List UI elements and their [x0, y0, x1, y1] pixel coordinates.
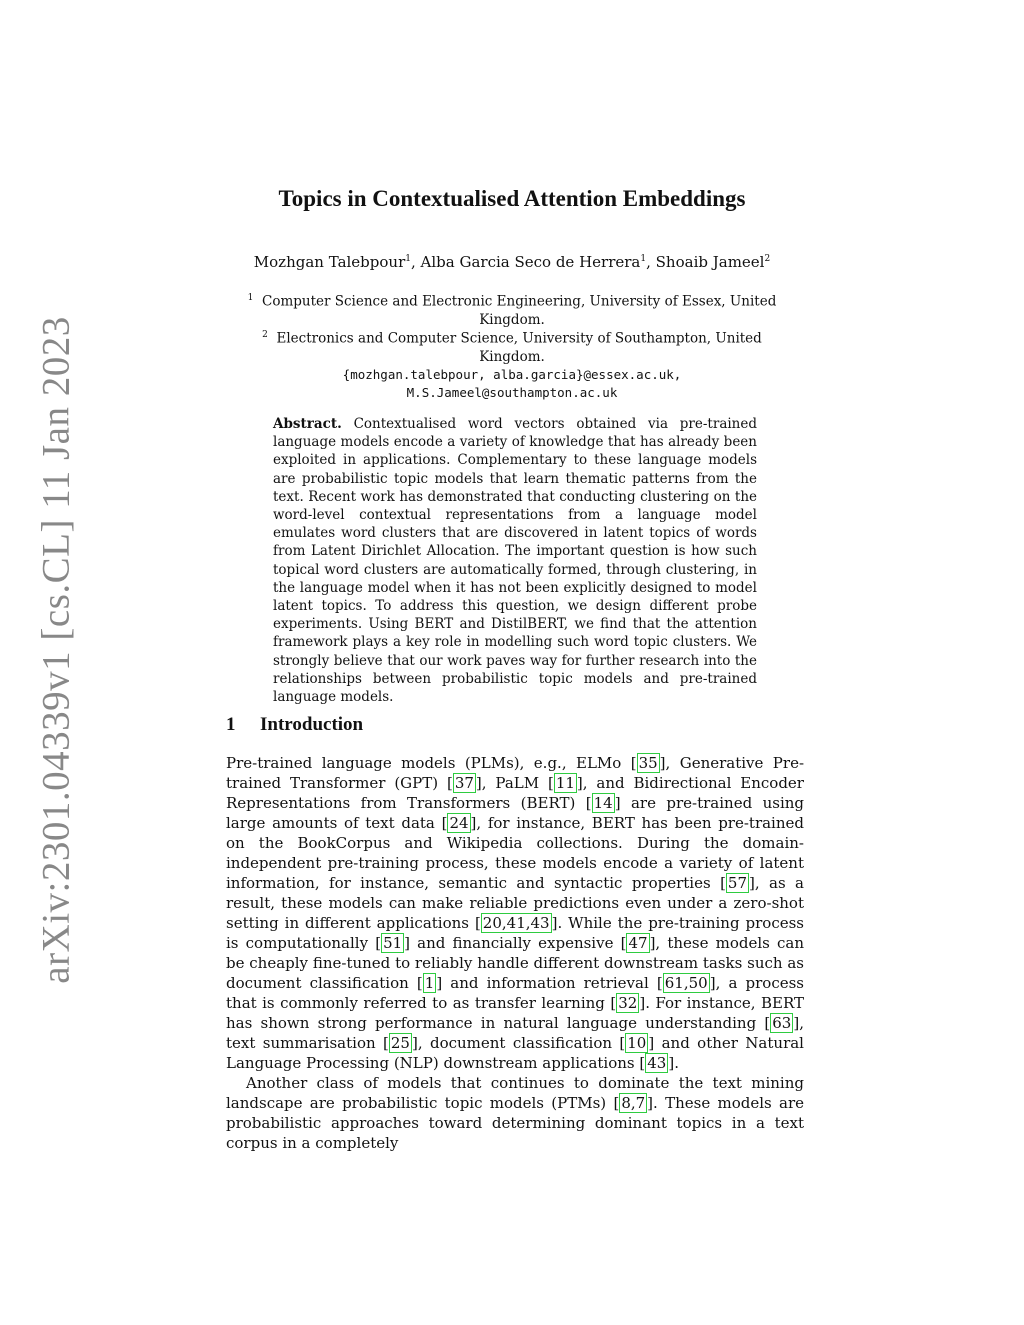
affiliation-mark: 2	[262, 330, 268, 340]
citation-link[interactable]: 11	[555, 774, 575, 792]
paragraph-text: and financially expensive	[410, 934, 621, 952]
citation-link[interactable]: 25	[390, 1034, 410, 1052]
paragraph-text: , text summarisation	[226, 1014, 804, 1052]
paragraph-text: Another class of models that continues to dominate the text mining landscape are probabilistic topic models (PTMs)	[226, 1074, 804, 1112]
author-name: Alba Garcia Seco de Herrera	[420, 253, 641, 271]
email-line: {mozhgan.talebpour, alba.garcia}@essex.ac.uk,	[342, 366, 682, 382]
paper-title: Topics in Contextualised Attention Embeddings	[278, 186, 746, 211]
paragraph: Another class of models that continues to dominate the text mining landscape are probabilistic topic models (PTMs) [ 8,7 ]. These models are probabilistic approaches toward determining dominant topics in a text corpus in a completely	[226, 1074, 804, 1152]
citation-link[interactable]: 32	[618, 994, 638, 1012]
paragraph-text: , for instance, BERT has been pre-trained on the BookCorpus and Wikipedia collections. During the domain-independent pre-training process, these models encode a variety of latent information, for instance, semantic and syntactic properties	[226, 814, 804, 892]
abstract-text: Contextualised word vectors obtained via pre-trained language models encode a variety of knowledge that has already been exploited in applications. Complementary to these language models are probabilistic topic models that learn thematic patterns from the text. Recent work has demonstrated that conducting clustering on the word-level contextual representations from a language model emulates word clusters that are discovered in latent topics of words from Latent Dirichlet Allocation. The important question is how such topical word clusters are automatically formed, through clustering, in the language model when it has not been explicitly designed to model latent topics. To address this question, we design different probe experiments. Using BERT and DistilBERT, we find that the attention framework plays a key role in modelling such word topic clusters. We strongly believe that our work paves way for further research into the relationships between probabilistic topic models and pre-trained language models.	[273, 416, 758, 706]
citation-link[interactable]: 24	[449, 814, 469, 832]
affiliation-mark: 1	[247, 293, 254, 303]
paragraph-text: , a process that is commonly referred to as transfer learning	[226, 974, 805, 1012]
affiliation-text: Computer Science and Electronic Engineering, University of Essex, United	[261, 293, 777, 310]
paragraph-text: . For instance, BERT has shown strong performance in natural language understanding	[226, 994, 804, 1032]
paragraph-text: , and Bidirectional Encoder Representations from Transformers (BERT)	[226, 774, 804, 812]
citation-link[interactable]: 8,7	[621, 1094, 646, 1112]
author-name: Mozhgan Talebpour	[253, 253, 406, 271]
paragraph-text: Pre-trained language models (PLMs), e.g., ELMo	[226, 754, 631, 772]
author-affiliation-mark: 1	[640, 254, 647, 264]
citation-link[interactable]: 61,50	[664, 974, 708, 992]
section-heading	[226, 714, 363, 736]
author-affiliation-mark: 2	[764, 254, 771, 264]
citation-link[interactable]: 63	[772, 1014, 792, 1032]
paragraph: Pre-trained language models (PLMs), e.g., ELMo [ 35 ], Generative Pre-trained Transformer (GPT) [ 37 ], PaLM [ 11 ], and Bidirectional Encoder Representations from Transformers (BERT) [ 14 ] are pre-trained using large amounts of text data [ 24 ], for instance, BERT has been pre-trained on the BookCorpus and Wikipedia collections. During the domain-independent pre-training process, these models encode a variety of latent information, for instance, semantic and syntactic properties [ 57 ], as a result, these models can make reliable predictions even under a zero-shot setting in different applications [ 20,41,43 ]. While the pre-training process is computationally [ 51 ] and financially expensive [ 47 ], these models can be cheaply fine-tuned to reliably handle different downstream tasks such as document classification [ 1 ] and information retrieval [ 61,50 ], a process that is commonly referred to as transfer learning [ 32 ]. For instance, BERT has shown strong performance in natural language understanding [ 63 ], text summarisation [ 25 ], document classification [ 10 ] and other Natural Language Processing (NLP) downstream applications [ 43 ].	[226, 754, 805, 1072]
paragraph-text: , these models can be cheaply fine-tuned to reliably handle different downstream tasks such as document classification	[226, 934, 804, 992]
author-affiliation-mark: 1	[405, 254, 411, 264]
author-name: Shoaib Jameel	[655, 253, 765, 271]
citation-link[interactable]: 43	[647, 1054, 667, 1072]
citation-link[interactable]: 10	[627, 1034, 647, 1052]
abstract-label: Abstract.	[273, 416, 342, 432]
paragraph-text: .	[674, 1054, 679, 1072]
section-number: 1	[226, 714, 236, 735]
body-text	[226, 753, 804, 1153]
affiliation-2	[230, 326, 794, 402]
paragraph-text: and other Natural Language Processing (NLP) downstream applications	[226, 1034, 804, 1072]
arxiv-identifier: arXiv:2301.04339v1 [cs.CL] 11 Jan 2023	[34, 316, 78, 984]
citation-link[interactable]: 47	[628, 934, 648, 952]
affiliation-text: Electronics and Computer Science, University of Southampton, United Kingdom.	[276, 330, 762, 365]
citation-link[interactable]: 51	[383, 934, 403, 952]
citation-link[interactable]: 57	[727, 874, 748, 892]
paragraph-text: , as a result, these models can make reliable predictions even under a zero-shot setting in different applications	[226, 874, 804, 932]
author-list: Mozhgan Talebpour$^1$, Alba Garcia Seco de Herrera$^1$, Shoaib Jameel$^2$	[253, 253, 771, 271]
citation-link[interactable]: 14	[593, 794, 613, 812]
citation-link[interactable]: 35	[638, 754, 658, 772]
paragraph-text: . These models are probabilistic approaches toward determining dominant topics in a text corpus in a completely	[226, 1094, 804, 1152]
affiliation-text: Kingdom.	[479, 311, 545, 328]
paragraph-text: , document classification	[417, 1034, 620, 1052]
email-line: M.S.Jameel@southampton.ac.uk	[406, 384, 618, 400]
citation-link[interactable]: 20,41,43	[482, 914, 550, 932]
paragraph-text: , PaLM	[481, 774, 548, 792]
affiliation-1	[230, 289, 794, 329]
paragraph-text: and information retrieval	[442, 974, 657, 992]
section-title: Introduction	[260, 714, 364, 735]
paragraph-text: . While the pre-training process is computationally	[226, 914, 804, 952]
paragraph-text: , Generative Pre-trained Transformer (GPT)	[226, 754, 805, 792]
paragraph-text: are pre-trained using large amounts of text data	[226, 794, 805, 832]
citation-link[interactable]: 37	[454, 774, 474, 792]
abstract	[273, 415, 757, 706]
citation-link[interactable]: 1	[424, 974, 435, 992]
